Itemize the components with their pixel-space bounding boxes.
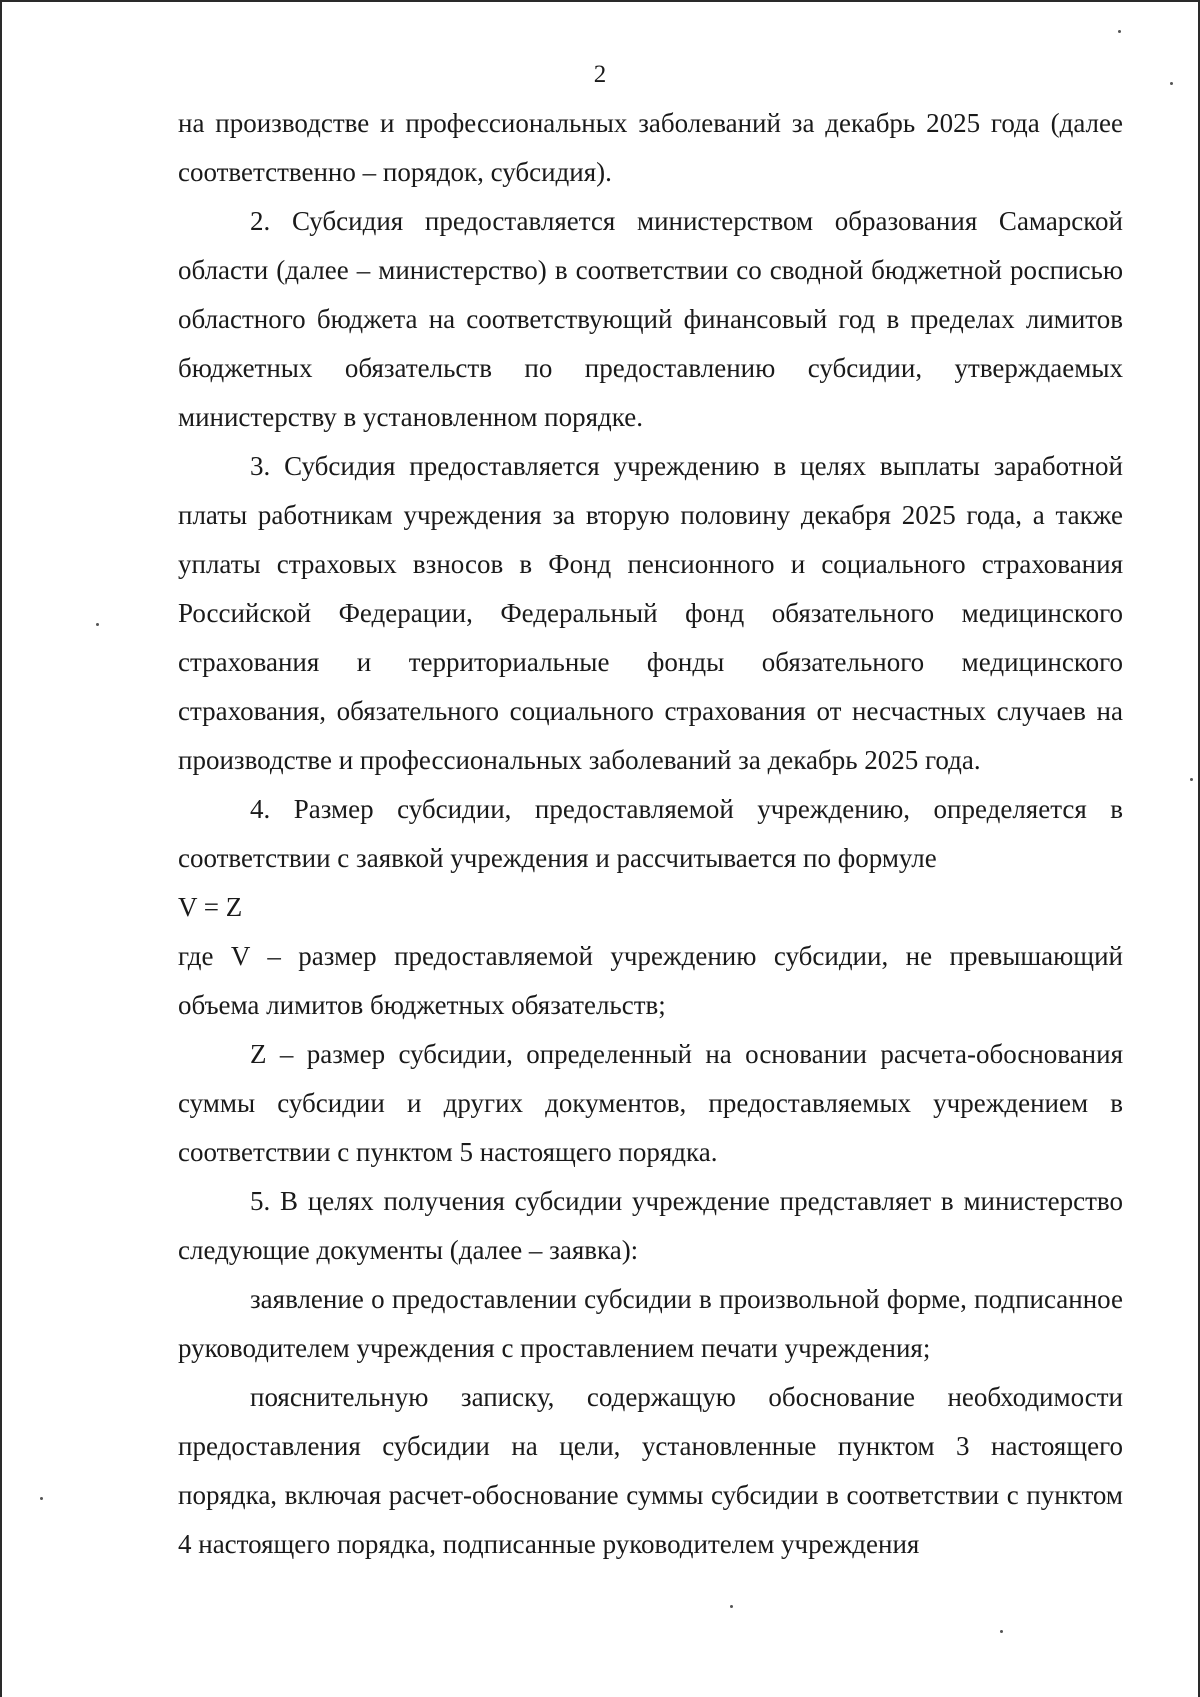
scan-speck (1170, 82, 1173, 85)
paragraph-item-3: 3. Субсидия предоставляется учреждению в целях выплаты заработной платы работникам учреждения за вторую половину декабря 2025 года, а также уплаты страховых взносов в Фонд пенсионного и социального страхования Российской Федерации, Федеральный фонд обязательного медицинского страхования и территориальные фонды обязательного медицинского страхования, обязательного социального страхования от несчастных случаев на производстве и профессиональных заболеваний за декабрь 2025 года. (178, 451, 1123, 775)
scan-speck (1000, 1630, 1003, 1633)
scan-border-top (0, 0, 1200, 2)
scan-speck (1190, 778, 1193, 781)
scan-speck (96, 623, 99, 626)
formula-explanation-z: Z – размер субсидии, определенный на основании расчета-обоснования суммы субсидии и других документов, предоставляемых учреждением в соответствии с пунктом 5 настоящего порядка. (178, 1039, 1123, 1167)
scan-speck (1118, 30, 1121, 33)
list-item-explanatory-note: пояснительную записку, содержащую обоснование необходимости предоставления субсидии на цели, установленные пунктом 3 настоящего порядка, включая расчет-обоснование суммы субсидии в соответствии с пунктом 4 настоящего порядка, подписанные руководителем учреждения (178, 1382, 1123, 1559)
paragraph-item-4: 4. Размер субсидии, предоставляемой учреждению, определяется в соответствии с заявкой учреждения и рассчитывается по формуле (178, 794, 1123, 873)
paragraph-item-2: 2. Субсидия предоставляется министерством образования Самарской области (далее – министерство) в соответствии со сводной бюджетной росписью областного бюджета на соответствующий финансовый год в пределах лимитов бюджетных обязательств по предоставлению субсидии, утверждаемых министерству в установленном порядке. (178, 206, 1123, 432)
formula: V = Z (178, 892, 243, 922)
formula-explanation-v: где V – размер предоставляемой учреждению субсидии, не превышающий объема лимитов бюджетных обязательств; (178, 941, 1123, 1020)
document-body (178, 99, 1123, 1569)
list-item-application: заявление о предоставлении субсидии в произвольной форме, подписанное руководителем учреждения с проставлением печати учреждения; (178, 1284, 1123, 1363)
scan-speck (40, 1497, 43, 1500)
paragraph-item-5: 5. В целях получения субсидии учреждение представляет в министерство следующие документы (далее – заявка): (178, 1186, 1123, 1265)
scan-speck (730, 1605, 733, 1608)
page-number: 2 (593, 61, 607, 88)
paragraph-continuation: на производстве и профессиональных заболеваний за декабрь 2025 года (далее соответственно – порядок, субсидия). (178, 108, 1123, 187)
scan-border-left (0, 0, 2, 1697)
